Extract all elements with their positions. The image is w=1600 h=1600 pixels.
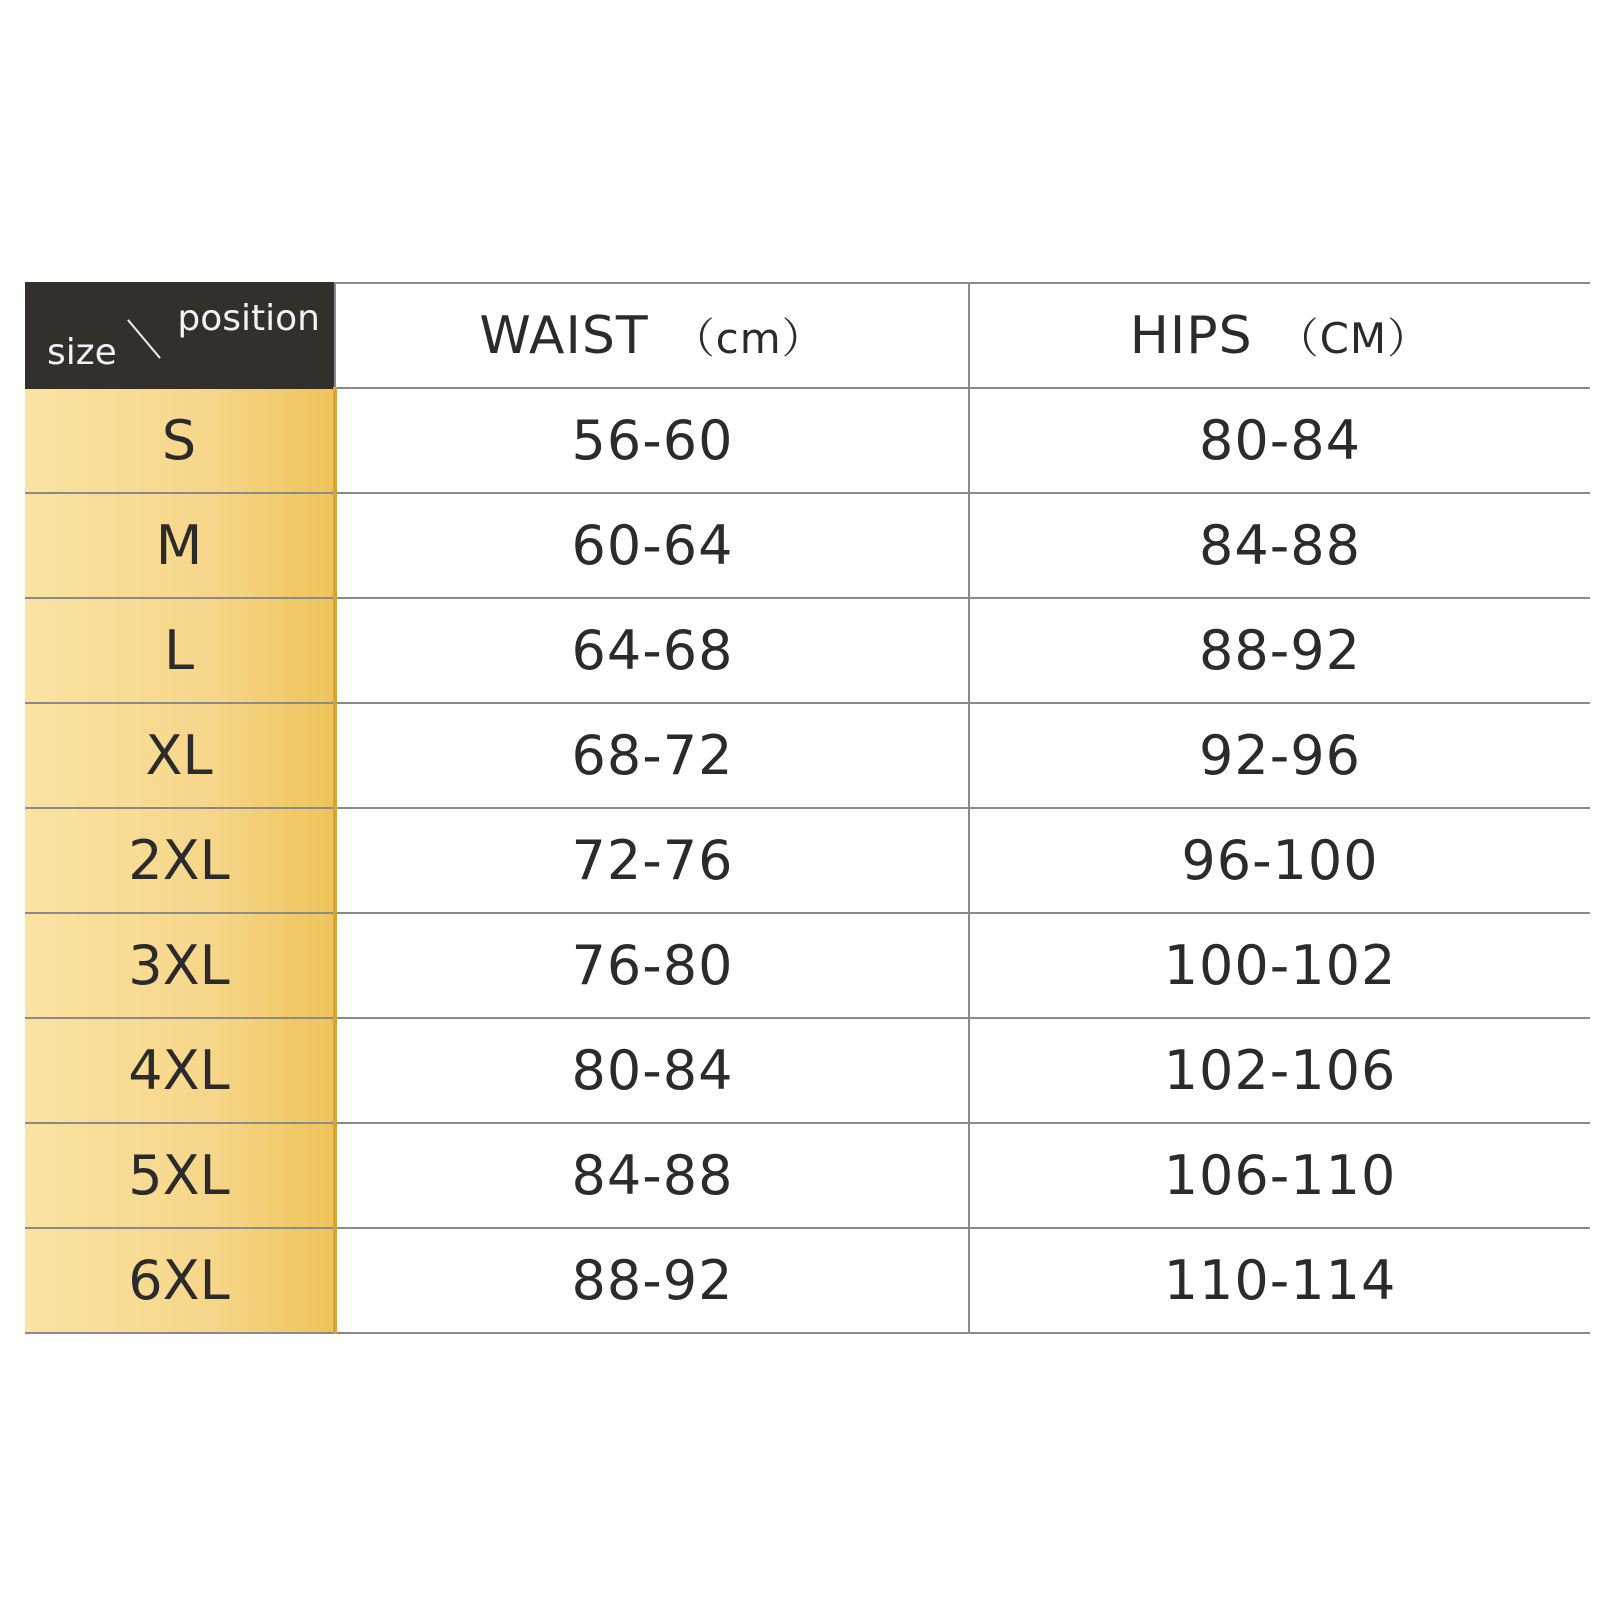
- corner-position-label: position: [177, 298, 320, 339]
- size-cell: 3XL: [25, 913, 335, 1018]
- waist-column-header: [335, 283, 969, 388]
- hips-header-unit: （CM）: [1276, 313, 1431, 363]
- waist-value: 88-92: [335, 1228, 969, 1333]
- waist-value: 60-64: [335, 493, 969, 598]
- corner-size-label: size: [47, 332, 117, 373]
- hips-value: 100-102: [969, 913, 1590, 1018]
- size-cell: 4XL: [25, 1018, 335, 1123]
- hips-value: 92-96: [969, 703, 1590, 808]
- table-row: [25, 493, 1590, 598]
- size-cell: 5XL: [25, 1123, 335, 1228]
- table-row: [25, 1123, 1590, 1228]
- size-chart-table: [25, 282, 1590, 1334]
- table-row: [25, 1018, 1590, 1123]
- size-cell: M: [25, 493, 335, 598]
- hips-column-header: [969, 283, 1590, 388]
- table-row: [25, 808, 1590, 913]
- hips-value: 84-88: [969, 493, 1590, 598]
- waist-value: 68-72: [335, 703, 969, 808]
- hips-header-label: HIPS: [1129, 305, 1253, 366]
- table-row: [25, 388, 1590, 493]
- waist-value: 80-84: [335, 1018, 969, 1123]
- corner-header-cell: [25, 283, 335, 388]
- waist-header-unit: （cm）: [672, 313, 825, 363]
- size-cell: L: [25, 598, 335, 703]
- table-row: [25, 598, 1590, 703]
- hips-value: 106-110: [969, 1123, 1590, 1228]
- waist-value: 76-80: [335, 913, 969, 1018]
- table-row: [25, 913, 1590, 1018]
- size-cell: XL: [25, 703, 335, 808]
- waist-value: 84-88: [335, 1123, 969, 1228]
- hips-value: 96-100: [969, 808, 1590, 913]
- waist-header-label: WAIST: [479, 305, 649, 366]
- table-row: [25, 703, 1590, 808]
- size-cell: S: [25, 388, 335, 493]
- size-cell: 6XL: [25, 1228, 335, 1333]
- hips-value: 80-84: [969, 388, 1590, 493]
- diagonal-divider: [127, 319, 161, 359]
- header-row: [25, 283, 1590, 388]
- waist-value: 56-60: [335, 388, 969, 493]
- waist-value: 64-68: [335, 598, 969, 703]
- hips-value: 102-106: [969, 1018, 1590, 1123]
- table-row: [25, 1228, 1590, 1333]
- hips-value: 88-92: [969, 598, 1590, 703]
- waist-value: 72-76: [335, 808, 969, 913]
- size-cell: 2XL: [25, 808, 335, 913]
- hips-value: 110-114: [969, 1228, 1590, 1333]
